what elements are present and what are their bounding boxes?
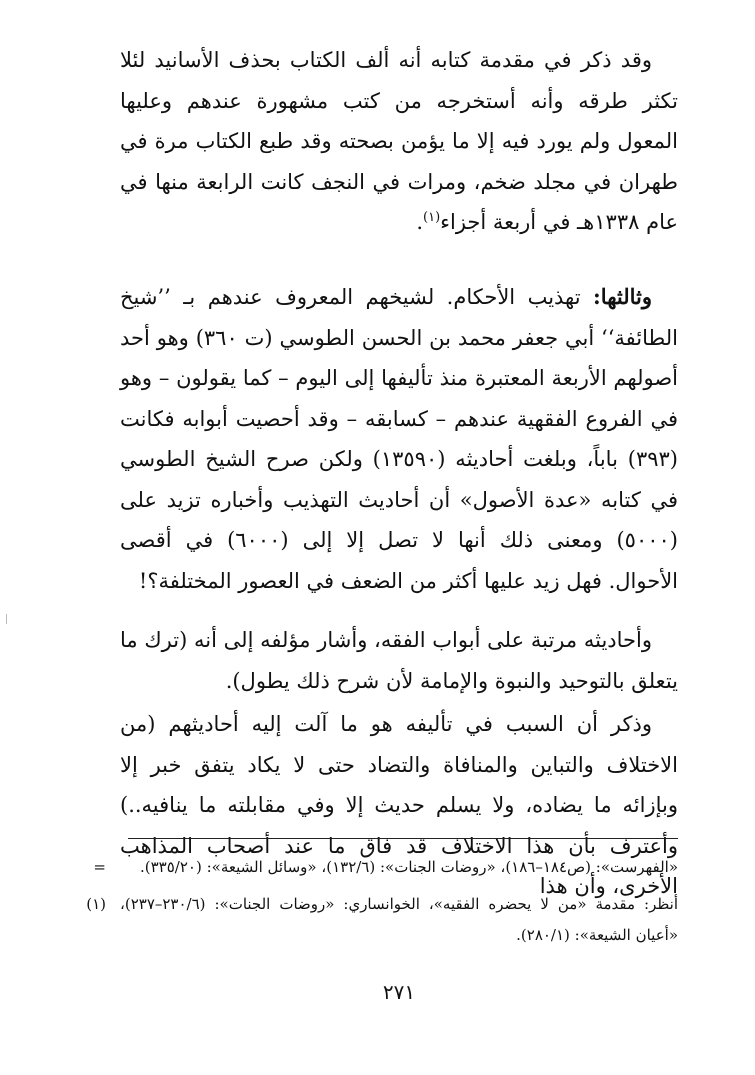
paragraph-1-end: .: [416, 210, 423, 234]
footnote-1-text: أنظر: مقدمة «من لا يحضره الفقيه»، الخوانساري: «روضات الجنات»: (٢٣٠/٦–٢٣٧)، «أعيان الشيعة»: (٢٨٠/١).: [120, 895, 678, 944]
paragraph-tahdhib: [120, 277, 678, 601]
paragraph-arrangement: [120, 620, 678, 701]
margin-tick: [6, 614, 7, 624]
footnote-1-marker: (١): [86, 895, 106, 913]
footnote-separator: [128, 838, 678, 839]
footnotes: [86, 852, 678, 951]
paragraph-3-text: وأحاديثه مرتبة على أبواب الفقه، وأشار مؤلفه إلى أنه (ترك ما يتعلق بالتوحيد والنبوة والإمامة لأن شرح ذلك يطول).: [120, 628, 678, 693]
footnote-continued-marker: =: [93, 858, 106, 876]
footnote-continued-text: «الفهرست»: (ص١٨٤–١٨٦)، «روضات الجنات»: (١٣٢/٦)، «وسائل الشيعة»: (٣٣٥/٢٠).: [140, 858, 678, 876]
paragraph-4-text: وذكر أن السبب في تأليفه هو ما آلت إليه أحاديثهم (من الاختلاف والتباين والمنافاة والتضاد حتى لا يكاد يتفق خبر إلا وبإزائه ما يضاده، ولا يسلم حديث إلا وفي مقابلته ما ينافيه..) وأعترف بأن هذا الاختلاف قد فاق ما عند أصحاب المذاهب الأخرى، وأن هذا: [120, 712, 678, 898]
footnote-ref-1: (١): [423, 210, 441, 225]
page-number: ٢٧١: [382, 980, 416, 1004]
footnote-1: [86, 889, 678, 951]
paragraph-2-lead: وثالثها:: [593, 284, 652, 309]
book-page: [86, 40, 678, 1050]
footnote-continued: [93, 852, 678, 883]
paragraph-kitab-intro: [120, 40, 678, 243]
paragraph-2-text: تهذيب الأحكام. لشيخهم المعروف عندهم بـ ’’شيخ الطائفة‘‘ أبي جعفر محمد بن الحسن الطوسي (ت ٣٦٠) وهو أحد أصولهم الأربعة المعتبرة منذ تأليفها إلى اليوم – كما يقولون – وهو في الفروع الفقهية عندهم – كسابقه – وقد أحصيت أبوابه فكانت (٣٩٣) باباً، وبلغت أحاديثه (١٣٥٩٠) ولكن صرح الشيخ الطوسي في كتابه «عدة الأصول» أن أحاديث التهذيب وأخباره تزيد على (٥٠٠٠) ومعنى ذلك أنها لا تصل إلا إلى (٦٠٠٠) في أقصى الأحوال. فهل زيد عليها أكثر من الضعف في العصور المختلفة؟!: [120, 285, 678, 593]
paragraph-1-text: وقد ذكر في مقدمة كتابه أنه ألف الكتاب بحذف الأسانيد لئلا تكثر طرقه وأنه أستخرجه من كتب مشهورة عندهم وعليها المعول ولم يورد فيه إلا ما يؤمن بصحته وقد طبع الكتاب مرة في طهران في مجلد ضخم، ومرات في النجف كانت الرابعة منها في عام ١٣٣٨هـ في أربعة أجزاء: [120, 48, 678, 234]
